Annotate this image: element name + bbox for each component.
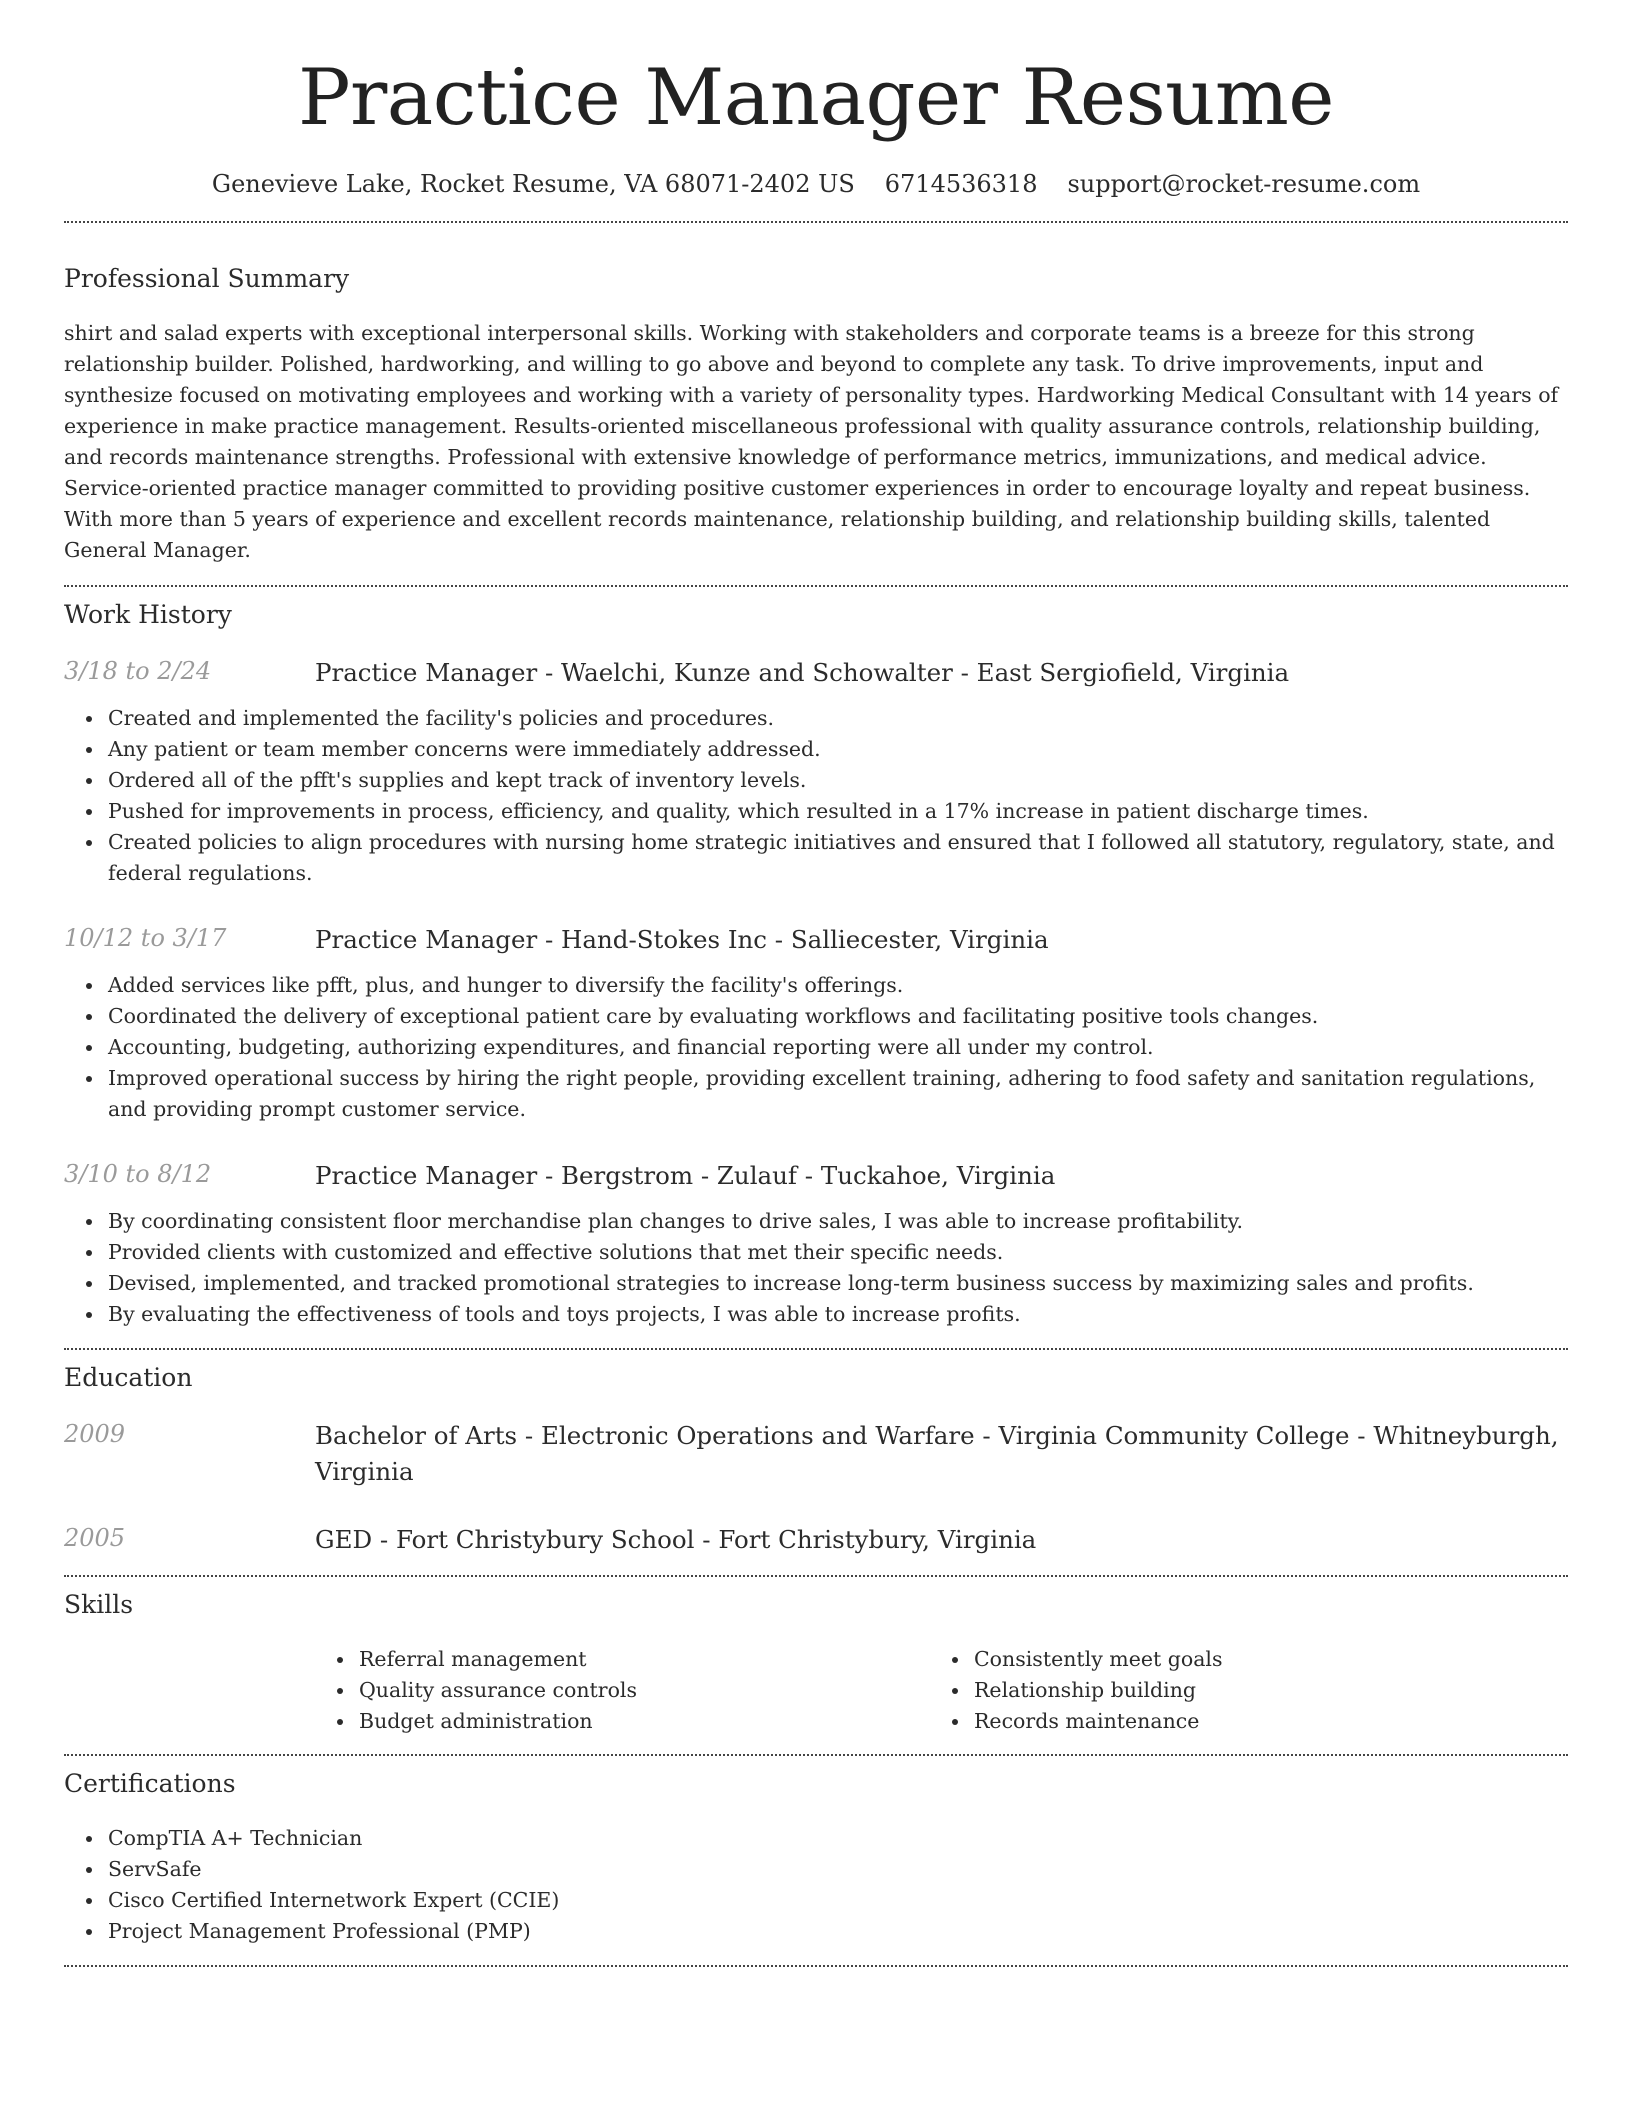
list-item: Provided clients with customized and effective solutions that met their specific needs. — [108, 1237, 1568, 1268]
summary-text: shirt and salad experts with exceptional interpersonal skills. Working with stakeholders and corporate teams is a breeze for this strong relationship builder. Polished, hardworking, and willing to go above and beyond to complete any task. To drive improvements, input and synthesize focused on motivating employees and working with a variety of personality types. Hardworking Medical Consultant with 14 years of experience in make practice management. Results-oriented miscellaneous professional with quality assurance controls, relationship building, and records maintenance strengths. Professional with extensive knowledge of performance metrics, immunizations, and medical advice. Service-oriented practice manager committed to providing positive customer experiences in order to encourage loyalty and repeat business. With more than 5 years of experience and excellent records maintenance, relationship building, and relationship building skills, talented General Manager. — [64, 321, 1559, 562]
job-title: Practice Manager - Waelchi, Kunze and Schowalter - East Sergiofield, Virginia — [315, 658, 1290, 687]
section-divider — [64, 1575, 1568, 1577]
skills-column-right — [930, 1644, 1545, 1737]
list-item: Records maintenance — [974, 1706, 1545, 1737]
education-year: 2005 — [64, 1524, 126, 1552]
list-item: Relationship building — [974, 1675, 1545, 1706]
section-title-work-history: Work History — [64, 600, 232, 629]
certifications-list — [64, 1823, 1568, 1947]
list-item: Budget administration — [359, 1706, 930, 1737]
list-item: Any patient or team member concerns were immediately addressed. — [108, 734, 1568, 765]
job-title: Practice Manager - Hand-Stokes Inc - Salliecester, Virginia — [315, 925, 1049, 954]
education-degree: GED - Fort Christybury School - Fort Christybury, Virginia — [315, 1525, 1037, 1554]
list-item: CompTIA A+ Technician — [108, 1823, 1568, 1854]
job-entry — [64, 922, 1568, 1125]
list-item: Ordered all of the pfft's supplies and kept track of inventory levels. — [108, 765, 1568, 796]
section-divider — [64, 221, 1568, 223]
list-item: ServSafe — [108, 1854, 1568, 1885]
section-divider — [64, 585, 1568, 587]
job-bullets — [64, 703, 1568, 889]
section-divider — [64, 1348, 1568, 1350]
education-entry — [64, 1522, 1568, 1558]
resume-title: Practice Manager Resume — [298, 53, 1334, 143]
list-item: Accounting, budgeting, authorizing expenditures, and financial reporting were all under my control. — [108, 1032, 1568, 1063]
job-dates: 3/10 to 8/12 — [64, 1160, 212, 1188]
list-item: Pushed for improvements in process, efficiency, and quality, which resulted in a 17% increase in patient discharge times. — [108, 796, 1568, 827]
list-item: Quality assurance controls — [359, 1675, 930, 1706]
list-item: Referral management — [359, 1644, 930, 1675]
list-item: Improved operational success by hiring the right people, providing excellent training, adhering to food safety and sanitation regulations, and providing prompt customer service. — [108, 1063, 1568, 1125]
contact-line — [64, 168, 1568, 200]
section-divider — [64, 1965, 1568, 1967]
section-title-education: Education — [64, 1363, 193, 1392]
job-title: Practice Manager - Bergstrom - Zulauf - Tuckahoe, Virginia — [315, 1161, 1056, 1190]
resume-page — [64, 0, 1568, 1967]
list-item: By evaluating the effectiveness of tools and toys projects, I was able to increase profits. — [108, 1299, 1568, 1330]
section-divider — [64, 1754, 1568, 1756]
list-item: Project Management Professional (PMP) — [108, 1916, 1568, 1947]
section-title-certifications: Certifications — [64, 1769, 236, 1798]
job-dates: 3/18 to 2/24 — [64, 657, 212, 685]
list-item: Devised, implemented, and tracked promotional strategies to increase long-term business success by maximizing sales and profits. — [108, 1268, 1568, 1299]
contact-address: Genevieve Lake, Rocket Resume, VA 68071-2402 US — [211, 170, 855, 198]
job-entry — [64, 655, 1568, 889]
section-title-skills: Skills — [64, 1590, 134, 1619]
list-item: By coordinating consistent floor merchandise plan changes to drive sales, I was able to increase profitability. — [108, 1206, 1568, 1237]
job-entry — [64, 1158, 1568, 1330]
skills-grid — [315, 1644, 1568, 1737]
list-item: Added services like pfft, plus, and hunger to diversify the facility's offerings. — [108, 970, 1568, 1001]
job-dates: 10/12 to 3/17 — [64, 924, 227, 952]
list-item: Consistently meet goals — [974, 1644, 1545, 1675]
education-entry — [64, 1418, 1568, 1490]
section-title-summary: Professional Summary — [64, 264, 350, 293]
job-bullets — [64, 1206, 1568, 1330]
contact-phone: 6714536318 — [884, 170, 1038, 198]
list-item: Created and implemented the facility's policies and procedures. — [108, 703, 1568, 734]
education-degree: Bachelor of Arts - Electronic Operations and Warfare - Virginia Community College - Whitneyburgh, Virginia — [315, 1421, 1559, 1486]
job-bullets — [64, 970, 1568, 1125]
education-year: 2009 — [64, 1420, 126, 1448]
list-item: Coordinated the delivery of exceptional patient care by evaluating workflows and facilitating positive tools changes. — [108, 1001, 1568, 1032]
contact-email: support@rocket-resume.com — [1067, 170, 1421, 198]
list-item: Cisco Certified Internetwork Expert (CCIE) — [108, 1885, 1568, 1916]
list-item: Created policies to align procedures with nursing home strategic initiatives and ensured that I followed all statutory, regulatory, state, and federal regulations. — [108, 827, 1568, 889]
skills-column-left — [315, 1644, 930, 1737]
